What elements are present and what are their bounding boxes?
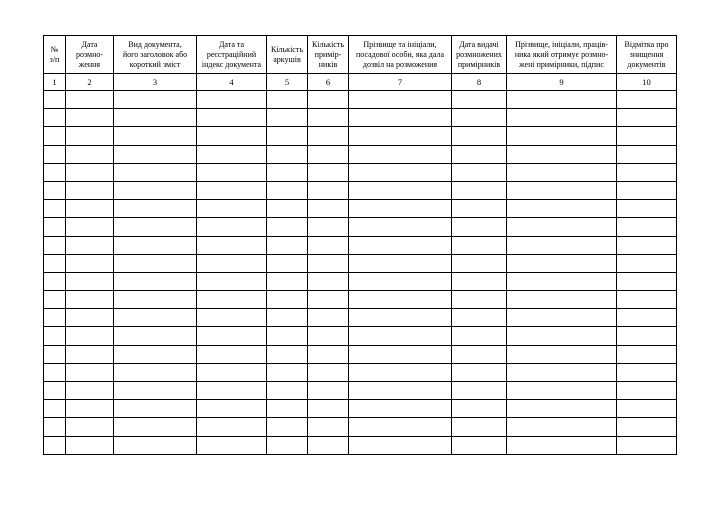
table-row (44, 436, 677, 454)
table-cell (44, 309, 66, 327)
table-cell (308, 181, 349, 199)
table-cell (349, 363, 452, 381)
table-cell (308, 345, 349, 363)
table-cell (44, 109, 66, 127)
table-cell (44, 400, 66, 418)
table-cell (452, 109, 507, 127)
table-cell (66, 436, 114, 454)
column-number: 3 (114, 74, 197, 91)
table-cell (452, 363, 507, 381)
table-cell (452, 218, 507, 236)
table-cell (66, 145, 114, 163)
table-cell (197, 436, 267, 454)
table-cell (507, 145, 617, 163)
table-row (44, 91, 677, 109)
table-cell (308, 400, 349, 418)
table-cell (44, 382, 66, 400)
table-cell (349, 309, 452, 327)
table-cell (308, 418, 349, 436)
table-cell (114, 436, 197, 454)
table-cell (308, 163, 349, 181)
table-cell (197, 200, 267, 218)
table-cell (114, 109, 197, 127)
table-cell (349, 200, 452, 218)
table-cell (44, 418, 66, 436)
column-number: 10 (617, 74, 677, 91)
table-cell (452, 400, 507, 418)
table-cell (44, 291, 66, 309)
table-cell (114, 163, 197, 181)
table-cell (66, 309, 114, 327)
table-cell (197, 145, 267, 163)
table-cell (114, 309, 197, 327)
table-cell (114, 127, 197, 145)
table-cell (114, 181, 197, 199)
table-cell (44, 218, 66, 236)
table-cell (197, 254, 267, 272)
table-cell (114, 254, 197, 272)
table-cell (267, 145, 308, 163)
table-cell (267, 363, 308, 381)
table-cell (66, 400, 114, 418)
column-number: 5 (267, 74, 308, 91)
table-cell (66, 291, 114, 309)
table-cell (452, 163, 507, 181)
table-row (44, 272, 677, 290)
table-cell (114, 145, 197, 163)
table-cell (197, 91, 267, 109)
column-header: Прізвище, ініціали, праців- ника який отримує розмно- жені примірники, підпис (507, 36, 617, 74)
table-cell (308, 127, 349, 145)
table-cell (617, 436, 677, 454)
table-row (44, 363, 677, 381)
table-cell (452, 382, 507, 400)
table-cell (349, 109, 452, 127)
table-cell (349, 436, 452, 454)
table-cell (197, 363, 267, 381)
table-cell (507, 345, 617, 363)
column-number-row (44, 74, 677, 91)
table-cell (308, 145, 349, 163)
table-cell (308, 291, 349, 309)
column-number: 2 (66, 74, 114, 91)
table-cell (308, 436, 349, 454)
table-cell (114, 272, 197, 290)
table-cell (452, 236, 507, 254)
table-row (44, 163, 677, 181)
table-cell (197, 272, 267, 290)
column-number: 4 (197, 74, 267, 91)
table-cell (617, 127, 677, 145)
table-cell (507, 181, 617, 199)
table-row (44, 109, 677, 127)
table-cell (267, 345, 308, 363)
table-cell (114, 418, 197, 436)
table-cell (349, 145, 452, 163)
table-cell (197, 127, 267, 145)
table-cell (617, 200, 677, 218)
table-cell (452, 272, 507, 290)
table-cell (197, 345, 267, 363)
table-cell (66, 109, 114, 127)
table-row (44, 254, 677, 272)
table-cell (308, 309, 349, 327)
register-body (44, 91, 677, 455)
table-cell (44, 327, 66, 345)
header-row (44, 36, 677, 74)
table-cell (507, 218, 617, 236)
table-cell (507, 418, 617, 436)
table-cell (267, 127, 308, 145)
table-cell (349, 181, 452, 199)
table-cell (617, 418, 677, 436)
table-cell (617, 291, 677, 309)
table-cell (267, 291, 308, 309)
table-cell (66, 418, 114, 436)
table-cell (507, 236, 617, 254)
table-cell (66, 327, 114, 345)
table-cell (349, 163, 452, 181)
table-cell (452, 181, 507, 199)
table-cell (452, 436, 507, 454)
table-cell (507, 382, 617, 400)
table-cell (617, 163, 677, 181)
table-cell (349, 291, 452, 309)
table-cell (66, 236, 114, 254)
table-row (44, 309, 677, 327)
table-cell (114, 236, 197, 254)
table-cell (267, 327, 308, 345)
table-cell (617, 181, 677, 199)
column-header: Дата та реєстраційний індекс документа (197, 36, 267, 74)
table-cell (308, 91, 349, 109)
table-cell (507, 400, 617, 418)
table-row (44, 327, 677, 345)
column-number: 6 (308, 74, 349, 91)
table-cell (349, 127, 452, 145)
table-cell (44, 181, 66, 199)
table-cell (114, 218, 197, 236)
table-cell (308, 200, 349, 218)
table-cell (349, 272, 452, 290)
column-header: № з/п (44, 36, 66, 74)
table-cell (44, 345, 66, 363)
table-cell (617, 109, 677, 127)
table-cell (66, 272, 114, 290)
table-cell (349, 254, 452, 272)
table-cell (349, 218, 452, 236)
table-cell (308, 363, 349, 381)
table-cell (66, 163, 114, 181)
table-cell (452, 91, 507, 109)
table-cell (267, 400, 308, 418)
table-cell (197, 291, 267, 309)
table-cell (308, 218, 349, 236)
table-row (44, 127, 677, 145)
table-cell (507, 363, 617, 381)
table-cell (197, 418, 267, 436)
table-cell (507, 291, 617, 309)
table-cell (114, 345, 197, 363)
table-cell (452, 127, 507, 145)
table-cell (507, 91, 617, 109)
table-cell (507, 109, 617, 127)
table-cell (617, 91, 677, 109)
table-cell (197, 236, 267, 254)
table-row (44, 291, 677, 309)
table-cell (507, 272, 617, 290)
table-cell (617, 345, 677, 363)
column-header: Дата розмно- ження (66, 36, 114, 74)
table-cell (507, 327, 617, 345)
register-table (43, 35, 677, 455)
table-cell (617, 236, 677, 254)
table-cell (44, 145, 66, 163)
table-cell (66, 181, 114, 199)
table-cell (267, 418, 308, 436)
table-row (44, 400, 677, 418)
table-cell (452, 418, 507, 436)
table-cell (308, 382, 349, 400)
table-cell (507, 163, 617, 181)
table-cell (267, 218, 308, 236)
table-cell (197, 400, 267, 418)
table-cell (197, 327, 267, 345)
table-row (44, 145, 677, 163)
table-cell (66, 218, 114, 236)
table-cell (308, 236, 349, 254)
table-cell (44, 127, 66, 145)
column-number: 8 (452, 74, 507, 91)
table-cell (44, 236, 66, 254)
table-cell (349, 418, 452, 436)
table-cell (349, 382, 452, 400)
column-header: Дата видачі розмножених примірників (452, 36, 507, 74)
table-cell (44, 363, 66, 381)
table-cell (617, 309, 677, 327)
table-cell (114, 291, 197, 309)
table-cell (267, 254, 308, 272)
table-cell (44, 91, 66, 109)
table-cell (66, 200, 114, 218)
table-cell (452, 200, 507, 218)
table-cell (617, 218, 677, 236)
table-cell (452, 291, 507, 309)
table-cell (267, 272, 308, 290)
table-cell (66, 91, 114, 109)
table-row (44, 200, 677, 218)
table-cell (66, 254, 114, 272)
table-cell (267, 91, 308, 109)
table-cell (452, 327, 507, 345)
table-cell (267, 200, 308, 218)
table-cell (507, 254, 617, 272)
table-cell (114, 382, 197, 400)
table-cell (349, 327, 452, 345)
table-cell (617, 272, 677, 290)
table-cell (114, 200, 197, 218)
table-row (44, 218, 677, 236)
table-cell (308, 109, 349, 127)
table-cell (617, 400, 677, 418)
table-cell (66, 127, 114, 145)
table-cell (44, 272, 66, 290)
table-cell (66, 345, 114, 363)
table-cell (267, 309, 308, 327)
table-cell (114, 363, 197, 381)
column-header: Прізвище та ініціали, посадової особи, яка дала дозвіл на розможения (349, 36, 452, 74)
table-cell (267, 436, 308, 454)
table-cell (114, 327, 197, 345)
column-header: Відмітка про знищення документів (617, 36, 677, 74)
column-header: Кількість аркушів (267, 36, 308, 74)
table-row (44, 236, 677, 254)
column-number: 9 (507, 74, 617, 91)
table-cell (44, 163, 66, 181)
table-cell (66, 363, 114, 381)
table-row (44, 181, 677, 199)
table-row (44, 382, 677, 400)
table-cell (617, 327, 677, 345)
table-cell (267, 382, 308, 400)
table-cell (114, 91, 197, 109)
table-cell (114, 400, 197, 418)
table-cell (197, 163, 267, 181)
table-cell (197, 181, 267, 199)
table-cell (349, 345, 452, 363)
table-cell (197, 109, 267, 127)
table-cell (267, 163, 308, 181)
table-cell (507, 436, 617, 454)
table-cell (197, 309, 267, 327)
table-cell (349, 236, 452, 254)
table-cell (44, 436, 66, 454)
column-number: 7 (349, 74, 452, 91)
table-row (44, 345, 677, 363)
table-cell (507, 200, 617, 218)
table-cell (452, 145, 507, 163)
column-header: Вид документа, його заголовок або короткий зміст (114, 36, 197, 74)
table-cell (617, 145, 677, 163)
table-cell (452, 309, 507, 327)
table-cell (197, 382, 267, 400)
table-cell (308, 254, 349, 272)
table-cell (44, 254, 66, 272)
table-cell (197, 218, 267, 236)
table-cell (617, 382, 677, 400)
table-cell (452, 345, 507, 363)
table-cell (452, 254, 507, 272)
table-cell (66, 382, 114, 400)
table-cell (44, 200, 66, 218)
table-cell (267, 181, 308, 199)
table-cell (349, 400, 452, 418)
table-cell (349, 91, 452, 109)
table-row (44, 418, 677, 436)
table-cell (308, 272, 349, 290)
table-cell (308, 327, 349, 345)
table-cell (507, 309, 617, 327)
table-cell (267, 109, 308, 127)
table-cell (507, 127, 617, 145)
column-number: 1 (44, 74, 66, 91)
column-header: Кількість примір- ників (308, 36, 349, 74)
table-cell (617, 254, 677, 272)
table-cell (267, 236, 308, 254)
table-cell (617, 363, 677, 381)
